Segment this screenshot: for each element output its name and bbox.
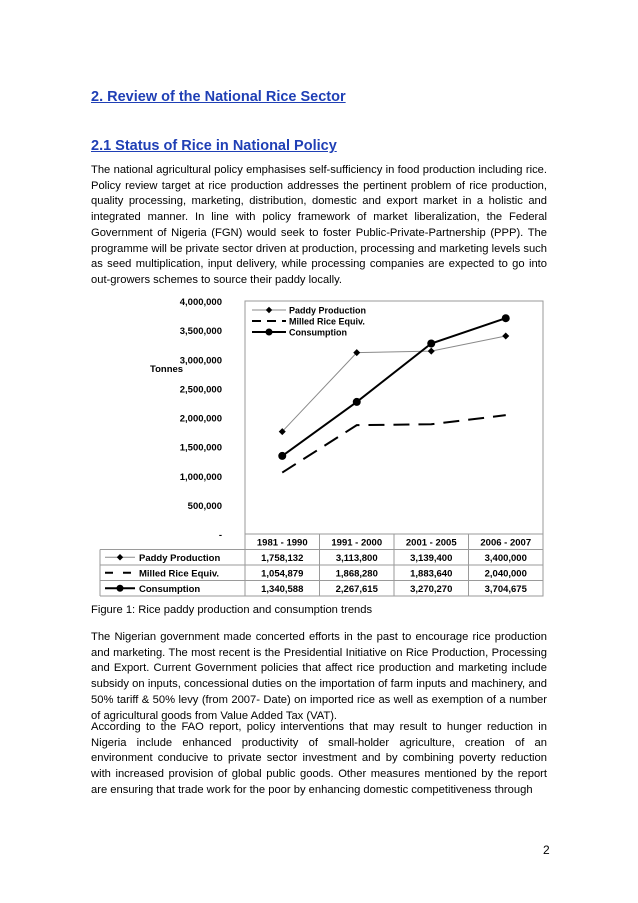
table-series-name: Consumption <box>139 583 201 595</box>
table-series-name: Paddy Production <box>139 552 221 564</box>
data-label: 3,270,270 <box>410 583 453 595</box>
y-tick-label: 2,000,000 <box>179 413 222 425</box>
page-number: 2 <box>543 843 550 857</box>
data-label: 3,704,675 <box>484 583 527 595</box>
data-point-consumption <box>353 398 361 406</box>
data-label: 1,883,640 <box>410 568 453 580</box>
paragraph-policy: The national agricultural policy emphasises self-sufficiency in food production including rice. Policy review target at rice production addresses the pertinent problem of rice production, quality processing, marketing, distribution, domestic and export market in a holistic and integrated manner. In line with policy framework of market liberalization, the Federal Government of Nigeria (FGN) would seek to foster Public-Private-Partnership (PPP). The programme will be private sector driven at production, processing and marketing levels such as seed multiplication, input delivery, while processing companies are expected to go into out-growers schemes to source their paddy locally. <box>91 164 547 286</box>
table-key-marker <box>117 554 123 560</box>
y-tick-label: 1,500,000 <box>179 442 222 454</box>
table-series-name: Milled Rice Equiv. <box>139 568 220 580</box>
x-tick-label: 1981 - 1990 <box>256 537 308 549</box>
y-tick-label: 500,000 <box>187 500 222 512</box>
legend-label: Paddy Production <box>289 305 367 316</box>
data-label: 3,139,400 <box>410 552 453 564</box>
legend-label: Consumption <box>289 327 347 338</box>
y-tick-label: 2,500,000 <box>179 384 222 396</box>
figure-caption: Figure 1: Rice paddy production and consumption trends <box>91 604 373 616</box>
x-tick-label: 1991 - 2000 <box>331 537 383 549</box>
data-label: 2,040,000 <box>484 568 527 580</box>
data-point-consumption <box>427 340 435 348</box>
y-tick-label: 3,500,000 <box>179 326 222 338</box>
data-label: 3,113,800 <box>335 552 378 564</box>
y-tick-label: 3,000,000 <box>179 355 222 367</box>
x-tick-label: 2001 - 2005 <box>405 537 457 549</box>
legend-key-marker <box>266 329 273 336</box>
paragraph-fao: According to the FAO report, policy interventions that may result to hunger reduction in Nigeria include enhanced productivity of small-holder agriculture, creation of an environment conducive to private sector investment and by combining poverty reduction with increased provision of global public goods. Other measures mentioned by the report are ensuring that trade work for the poor by enhancing domestic competitiveness through <box>91 721 547 796</box>
y-tick-label: - <box>218 530 222 541</box>
data-point-paddy <box>428 348 435 355</box>
x-tick-label: 2006 - 2007 <box>480 537 532 549</box>
series-line <box>282 415 506 472</box>
y-tick-label: 1,000,000 <box>179 471 222 483</box>
paragraph-government: The Nigerian government made concerted efforts in the past to encourage rice production and marketing. The most recent is the Presidential Initiative on Rice Production, Processing and Export. Current Government policies that affect rice production and marketing include subsidy on inputs, concessional duties on the importation of farm inputs and machinery, and 50% tariff & 50% levy (from 2007- Date) on imported rice as well as exemption of a number of agricultural goods from Value Added Tax (VAT). <box>91 631 547 722</box>
y-tick-label: 4,000,000 <box>179 297 222 308</box>
data-point-consumption <box>278 452 286 460</box>
subsection-heading: 2.1 Status of Rice in National Policy <box>91 138 337 154</box>
data-label: 1,868,280 <box>335 568 378 580</box>
data-point-paddy <box>502 332 509 339</box>
legend-label: Milled Rice Equiv. <box>289 316 365 327</box>
data-label: 2,267,615 <box>335 583 378 595</box>
data-label: 3,400,000 <box>484 552 527 564</box>
data-point-consumption <box>502 314 510 322</box>
data-label: 1,758,132 <box>261 552 304 564</box>
data-label: 1,054,879 <box>261 568 304 580</box>
series-line <box>282 336 506 432</box>
y-axis-title: Tonnes <box>150 364 184 375</box>
table-key-marker <box>117 585 124 592</box>
data-label: 1,340,588 <box>261 583 304 595</box>
section-heading: 2. Review of the National Rice Sector <box>91 89 346 105</box>
